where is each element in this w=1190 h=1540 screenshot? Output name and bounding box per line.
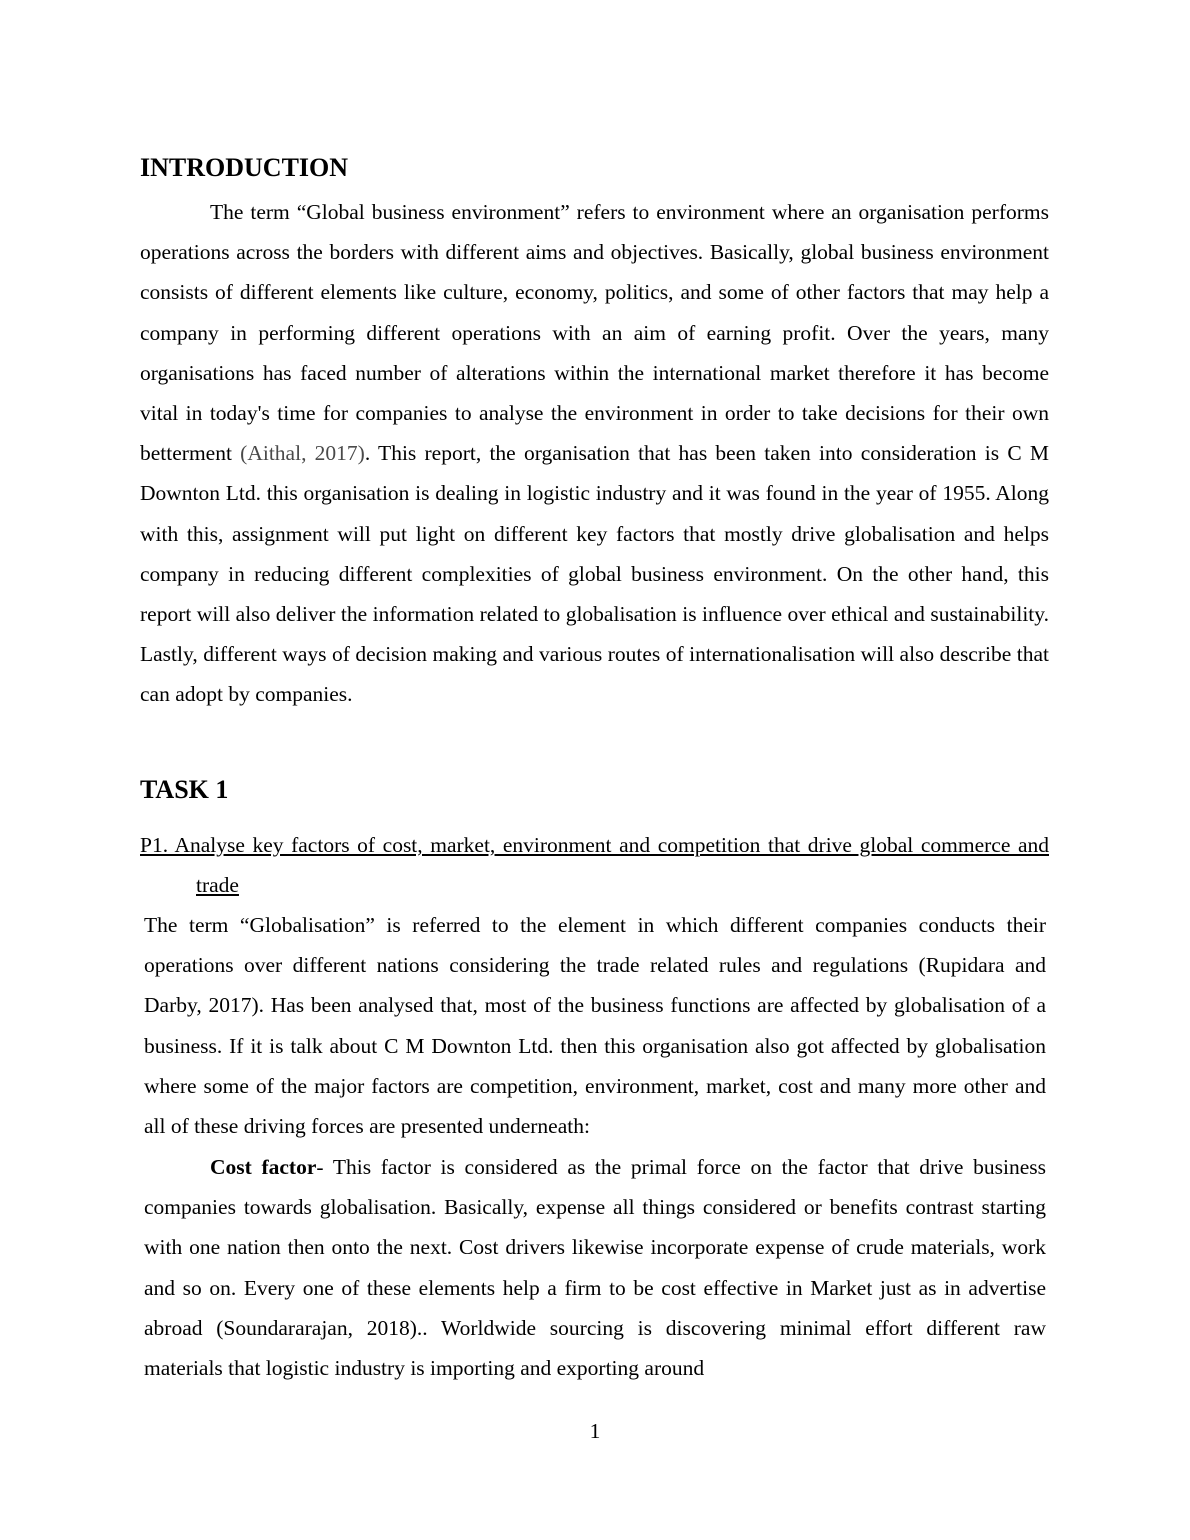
task1-heading: TASK 1 bbox=[140, 775, 229, 804]
introduction-heading: INTRODUCTION bbox=[140, 153, 349, 182]
globalisation-paragraph: The term “Globalisation” is referred to the element in which different companies conducts their operations over different nations considering the trade related rules and regulations (Rupidara and Darby, 2017). Has been analysed that, most of the business functions are affected by globalisation of a business. If it is talk about C M Downton Ltd. then this organisation also got affected by globalisation where some of the major factors are competition, environment, market, cost and many more other and all of these driving forces are presented underneath: bbox=[144, 913, 1046, 1139]
introduction-paragraph bbox=[140, 192, 1049, 715]
citation-aithal: (Aithal, 2017) bbox=[240, 441, 365, 466]
cost-factor-label: Cost factor bbox=[210, 1155, 317, 1179]
cost-factor-text: - This factor is considered as the primal force on the factor that drive business companies towards globalisation. Basically, expense all things considered or benefits contrast starting with one nation then onto the next. Cost drivers likewise incorporate expense of crude materials, work and so on. Every one of these elements help a firm to be cost effective in Market just as in advertise abroad (Soundararajan, 2018).. Worldwide sourcing is discovering minimal effort different raw materials that logistic industry is importing and exporting around bbox=[144, 1155, 1046, 1381]
p1-subheading: P1. Analyse key factors of cost, market, environment and competition that drive global commerce and trade bbox=[140, 833, 1049, 898]
page-number: 1 bbox=[589, 1419, 601, 1443]
intro-text-part-2: . This report, the organisation that has been taken into consideration is C M Downton Ltd. this organisation is dealing in logistic industry and it was found in the year of 1955. Along with this, assignment will put light on different key factors that mostly drive globalisation and helps company in reducing different complexities of global business environment. On the other hand, this report will also deliver the information related to globalisation is influence over ethical and sustainability. Lastly, different ways of decision making and various routes of internationalisation will also describe that can adopt by companies. bbox=[140, 441, 1050, 707]
intro-text-part-1: The term “Global business environment” refers to environment where an organisation performs operations across the borders with different aims and objectives. Basically, global business environment consists of different elements like culture, economy, politics, and some of other factors that may help a company in performing different operations with an aim of earning profit. Over the years, many organisations has faced number of alterations within the international market therefore it has become vital in today's time for companies to analyse the environment in order to take decisions for their own betterment bbox=[140, 200, 1049, 466]
cost-factor-paragraph bbox=[144, 1147, 1046, 1388]
